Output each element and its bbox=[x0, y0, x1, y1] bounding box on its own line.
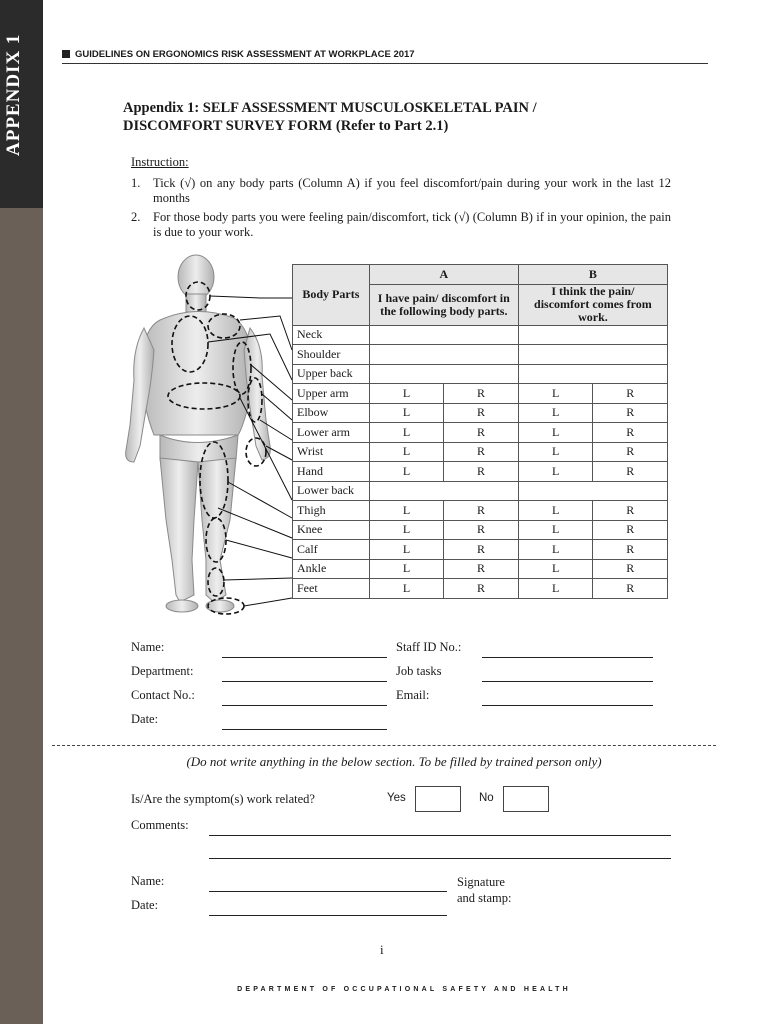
body-part-name: Upper arm bbox=[293, 384, 370, 404]
tick-cell-b-right[interactable]: R bbox=[593, 423, 668, 443]
tick-cell-b[interactable] bbox=[518, 325, 667, 345]
tick-cell-a-right[interactable]: R bbox=[444, 520, 519, 540]
tick-cell-b-left[interactable]: L bbox=[518, 462, 593, 482]
tick-cell-a-left[interactable]: L bbox=[369, 384, 444, 404]
instruction-text: Tick (√) on any body parts (Column A) if you feel discomfort/pain during your work in the last 12 months bbox=[153, 176, 671, 205]
instruction-item bbox=[131, 210, 671, 240]
table-row bbox=[293, 384, 668, 404]
table-row bbox=[293, 559, 668, 579]
tick-cell-a-left[interactable]: L bbox=[369, 462, 444, 482]
tick-cell-b-left[interactable]: L bbox=[518, 559, 593, 579]
body-parts-table bbox=[292, 264, 668, 599]
footer-department: DEPARTMENT OF OCCUPATIONAL SAFETY AND HEALTH bbox=[237, 986, 571, 993]
tick-cell-b-left[interactable]: L bbox=[518, 442, 593, 462]
tick-cell-a-left[interactable]: L bbox=[369, 579, 444, 599]
header-column-a: A bbox=[369, 265, 518, 285]
name-field[interactable] bbox=[222, 657, 387, 658]
tick-cell-b-left[interactable]: L bbox=[518, 579, 593, 599]
assessor-name-field[interactable] bbox=[209, 891, 447, 892]
tick-cell-a[interactable] bbox=[369, 364, 518, 384]
table-row bbox=[293, 345, 668, 365]
table-row bbox=[293, 501, 668, 521]
body-part-name: Lower back bbox=[293, 481, 370, 501]
tick-cell-b-left[interactable]: L bbox=[518, 403, 593, 423]
body-part-name: Hand bbox=[293, 462, 370, 482]
tick-cell-b[interactable] bbox=[518, 364, 667, 384]
tick-cell-b-left[interactable]: L bbox=[518, 520, 593, 540]
table-row bbox=[293, 540, 668, 560]
date-label: Date: bbox=[131, 712, 159, 726]
tick-cell-a-right[interactable]: R bbox=[444, 501, 519, 521]
comments-line-1[interactable] bbox=[209, 835, 671, 836]
tick-cell-a-right[interactable]: R bbox=[444, 540, 519, 560]
table-row bbox=[293, 423, 668, 443]
tick-cell-a-right[interactable]: R bbox=[444, 403, 519, 423]
tick-cell-b-right[interactable]: R bbox=[593, 403, 668, 423]
assessor-name-label: Name: bbox=[131, 874, 165, 888]
table-row bbox=[293, 481, 668, 501]
cut-line-divider bbox=[52, 745, 716, 746]
table-row bbox=[293, 462, 668, 482]
appendix-label: APPENDIX 1 bbox=[3, 33, 24, 156]
body-part-name: Knee bbox=[293, 520, 370, 540]
tick-cell-a-left[interactable]: L bbox=[369, 442, 444, 462]
instruction-number: 2. bbox=[131, 210, 141, 224]
tick-cell-a-right[interactable]: R bbox=[444, 579, 519, 599]
title-line-1: Appendix 1: SELF ASSESSMENT MUSCULOSKELETAL PAIN / bbox=[123, 100, 537, 116]
tick-cell-b-right[interactable]: R bbox=[593, 501, 668, 521]
department-field[interactable] bbox=[222, 681, 387, 682]
table-row bbox=[293, 325, 668, 345]
trained-person-note: (Do not write anything in the below section. To be filled by trained person only) bbox=[186, 754, 602, 769]
comments-line-2[interactable] bbox=[209, 858, 671, 859]
tick-cell-b-left[interactable]: L bbox=[518, 540, 593, 560]
tick-cell-a-left[interactable]: L bbox=[369, 540, 444, 560]
tick-cell-b-left[interactable]: L bbox=[518, 423, 593, 443]
title-line-2: DISCOMFORT SURVEY FORM (Refer to Part 2.1) bbox=[123, 118, 449, 134]
job-tasks-label: Job tasks bbox=[396, 664, 442, 678]
assessor-date-label: Date: bbox=[131, 898, 159, 912]
tick-cell-a-right[interactable]: R bbox=[444, 384, 519, 404]
signature-label-line-1: Signature bbox=[457, 875, 505, 889]
sidebar-brown-band bbox=[0, 208, 43, 1024]
date-field[interactable] bbox=[222, 729, 387, 730]
table-row bbox=[293, 579, 668, 599]
department-label: Department: bbox=[131, 664, 194, 678]
body-part-name: Thigh bbox=[293, 501, 370, 521]
instruction-number: 1. bbox=[131, 176, 141, 190]
header-column-b: B bbox=[518, 265, 667, 285]
running-header bbox=[62, 45, 708, 64]
table-row bbox=[293, 442, 668, 462]
body-part-name: Shoulder bbox=[293, 345, 370, 365]
human-silhouette bbox=[126, 255, 271, 612]
body-part-name: Calf bbox=[293, 540, 370, 560]
staff-id-label: Staff ID No.: bbox=[396, 640, 462, 654]
tick-cell-b-right[interactable]: R bbox=[593, 384, 668, 404]
header-column-b-description: I think the pain/ discomfort comes from work. bbox=[518, 284, 667, 325]
tick-cell-b[interactable] bbox=[518, 345, 667, 365]
tick-cell-a[interactable] bbox=[369, 325, 518, 345]
tick-cell-a-right[interactable]: R bbox=[444, 462, 519, 482]
tick-cell-a-left[interactable]: L bbox=[369, 559, 444, 579]
table-row bbox=[293, 364, 668, 384]
work-related-question: Is/Are the symptom(s) work related? bbox=[131, 792, 315, 806]
tick-cell-b[interactable] bbox=[518, 481, 667, 501]
page-number: i bbox=[380, 942, 384, 957]
body-part-name: Elbow bbox=[293, 403, 370, 423]
instruction-text: For those body parts you were feeling pain/discomfort, tick (√) (Column B) if in your opinion, the pain is due to your work. bbox=[153, 210, 671, 239]
comments-label: Comments: bbox=[131, 818, 189, 832]
tick-cell-a-right[interactable]: R bbox=[444, 423, 519, 443]
assessor-date-field[interactable] bbox=[209, 915, 447, 916]
body-part-name: Feet bbox=[293, 579, 370, 599]
tick-cell-b-left[interactable]: L bbox=[518, 501, 593, 521]
tick-cell-b-left[interactable]: L bbox=[518, 384, 593, 404]
tick-cell-a-left[interactable]: L bbox=[369, 501, 444, 521]
body-part-name: Neck bbox=[293, 325, 370, 345]
name-label: Name: bbox=[131, 640, 165, 654]
tick-cell-a-left[interactable]: L bbox=[369, 423, 444, 443]
body-part-name: Lower arm bbox=[293, 423, 370, 443]
tick-cell-b-right[interactable]: R bbox=[593, 442, 668, 462]
tick-cell-a[interactable] bbox=[369, 345, 518, 365]
email-field[interactable] bbox=[482, 705, 653, 706]
email-label: Email: bbox=[396, 688, 430, 702]
tick-cell-a[interactable] bbox=[369, 481, 518, 501]
signature-label bbox=[457, 874, 512, 906]
tick-cell-b-right[interactable]: R bbox=[593, 579, 668, 599]
tick-cell-a-left[interactable]: L bbox=[369, 520, 444, 540]
body-part-name: Ankle bbox=[293, 559, 370, 579]
table-row bbox=[293, 520, 668, 540]
tick-cell-b-right[interactable]: R bbox=[593, 540, 668, 560]
job-tasks-field[interactable] bbox=[482, 681, 653, 682]
tick-cell-b-right[interactable]: R bbox=[593, 559, 668, 579]
tick-cell-b-right[interactable]: R bbox=[593, 462, 668, 482]
instruction-item bbox=[131, 176, 671, 206]
tick-cell-a-left[interactable]: L bbox=[369, 403, 444, 423]
contact-field[interactable] bbox=[222, 705, 387, 706]
tick-cell-a-right[interactable]: R bbox=[444, 442, 519, 462]
table-row bbox=[293, 403, 668, 423]
header-text: GUIDELINES ON ERGONOMICS RISK ASSESSMENT AT WORKPLACE 2017 bbox=[75, 48, 415, 60]
staff-id-field[interactable] bbox=[482, 657, 653, 658]
page-title bbox=[123, 99, 683, 135]
yes-label: Yes bbox=[387, 792, 406, 804]
tick-cell-a-right[interactable]: R bbox=[444, 559, 519, 579]
body-part-name: Wrist bbox=[293, 442, 370, 462]
no-checkbox[interactable] bbox=[503, 786, 549, 812]
header-column-a-description: I have pain/ discomfort in the following body parts. bbox=[369, 284, 518, 325]
tick-cell-b-right[interactable]: R bbox=[593, 520, 668, 540]
yes-checkbox[interactable] bbox=[415, 786, 461, 812]
header-square-icon bbox=[62, 50, 70, 58]
instruction-heading: Instruction: bbox=[131, 155, 189, 169]
contact-label: Contact No.: bbox=[131, 688, 195, 702]
instructions bbox=[131, 155, 671, 244]
body-part-name: Upper back bbox=[293, 364, 370, 384]
signature-label-line-2: and stamp: bbox=[457, 891, 512, 905]
no-label: No bbox=[479, 792, 494, 804]
header-body-parts: Body Parts bbox=[293, 265, 370, 326]
